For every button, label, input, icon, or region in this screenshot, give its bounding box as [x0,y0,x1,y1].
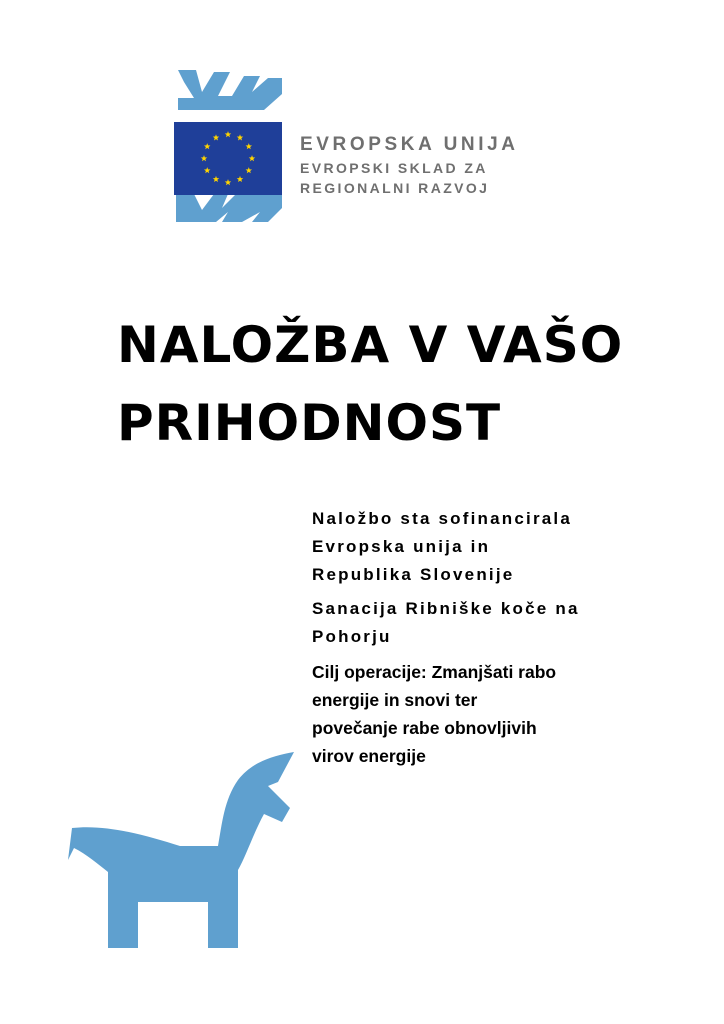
funding-line2: Evropska unija in [312,537,491,556]
funding-statement [312,505,632,589]
eu-logo [172,70,572,225]
logo-line-regionalni-razvoj: REGIONALNI RAZVOJ [300,180,490,196]
logo-line-evropski-sklad: EVROPSKI SKLAD ZA [300,160,488,176]
page-title [117,306,677,462]
project-name [312,595,632,651]
project-line1: Sanacija Ribniške koče na [312,599,580,618]
page-title-line2: PRIHODNOST [117,394,502,452]
project-line2: Pohorju [312,627,392,646]
eu-flag-with-slovene-s-emblem-icon [172,70,287,225]
operation-goal [312,658,632,770]
horse-icon [68,752,300,948]
page-title-line1: NALOŽBA V VAŠO [117,316,624,374]
goal-line1: Cilj operacije: Zmanjšati rabo [312,662,557,682]
funding-line1: Naložbo sta sofinancirala [312,509,572,528]
funding-line3: Republika Slovenije [312,565,515,584]
goal-line2: energije in snovi ter [312,690,478,710]
eu-logo-text [300,132,519,198]
info-block [312,505,632,770]
goal-line4: virov energije [312,746,426,766]
logo-line-evropska-unija: EVROPSKA UNIJA [300,134,519,155]
goal-line3: povečanje rabe obnovljivih [312,718,537,738]
